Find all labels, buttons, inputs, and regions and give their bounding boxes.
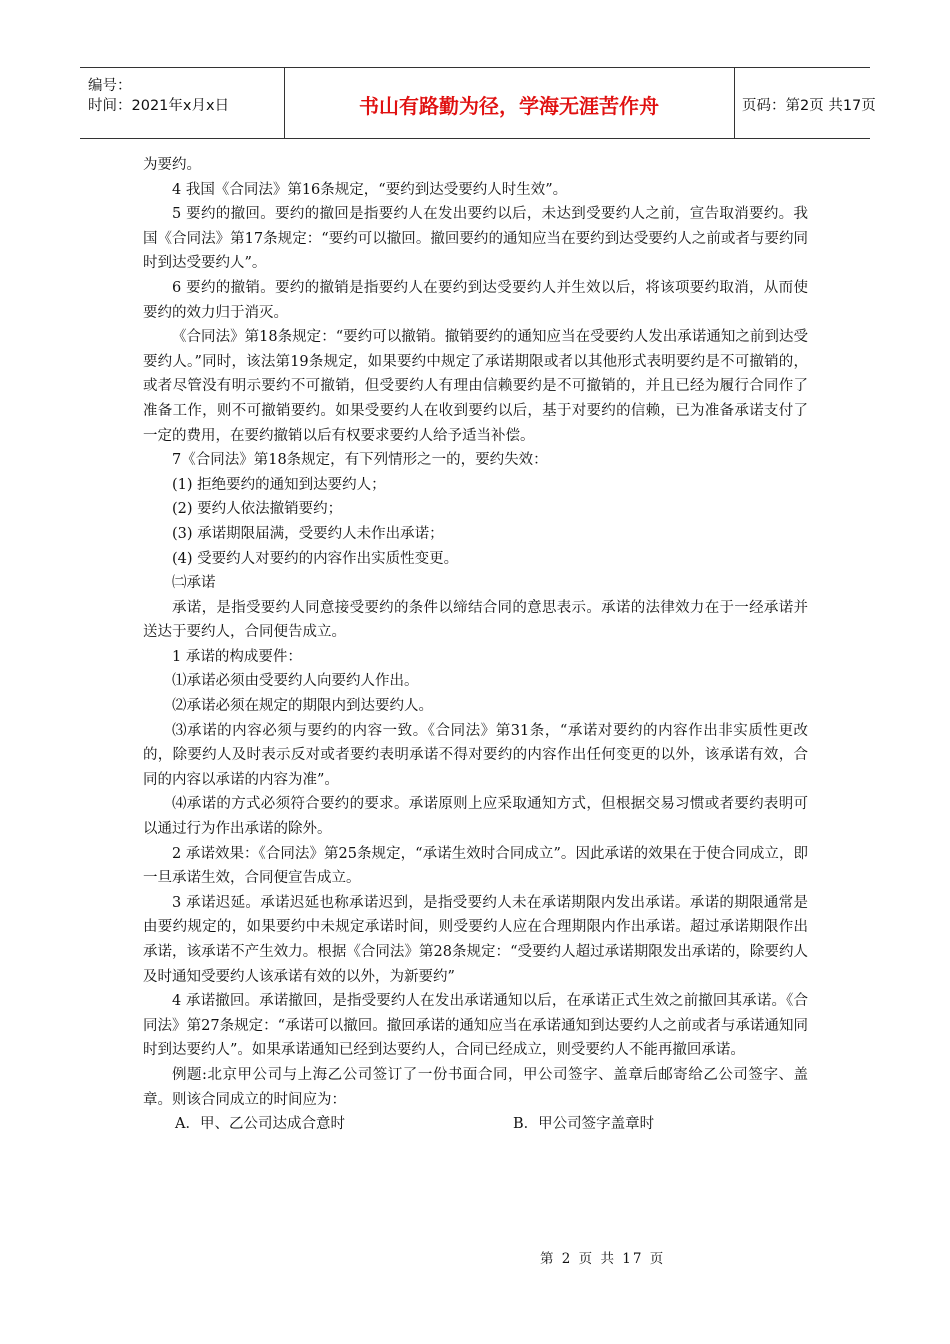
header-left-cell: [80, 68, 285, 138]
header-motto-cell: [284, 68, 735, 138]
paragraph: ⑵承诺必须在规定的期限内到达要约人。: [172, 698, 433, 715]
document-body: [143, 153, 808, 1137]
paragraph: 2 承诺效果：《合同法》第25条规定，“承诺生效时合同成立”。因此承诺的效果在于使合同成立，即一旦承诺生效，合同便宣告成立。: [143, 845, 808, 887]
paragraph: 4 我国《合同法》第16条规定，“要约到达受要约人时生效”。: [172, 181, 568, 198]
paragraph: ⑶承诺的内容必须与要约的内容一致。《合同法》第31条，“承诺对要约的内容作出非实质性更改的，除要约人及时表示反对或者要约表明承诺不得对要约的内容作出任何变更的以外，该承诺有效，合同的内容以承诺的内容为准”。: [143, 722, 808, 788]
paragraph: (4) 受要约人对要约的内容作出实质性变更。: [172, 550, 459, 567]
paragraph: (1) 拒绝要约的通知到达要约人；: [172, 476, 386, 493]
page-header: [80, 67, 876, 139]
paragraph: 5 要约的撤回。要约的撤回是指要约人在发出要约以后，未达到受要约人之前，宣告取消要约。我国《合同法》第17条规定：“要约可以撤回。撤回要约的通知应当在要约到达受要约人之前或者与要约同时到达受要约人”。: [143, 206, 808, 272]
paragraph: 1 承诺的构成要件：: [172, 648, 302, 665]
motto: 书山有路勤为径，学海无涯苦作舟: [359, 94, 659, 118]
paragraph: 3 承诺迟延。承诺迟延也称承诺迟到，是指受要约人未在承诺期限内发出承诺。承诺的期限通常是由要约规定的，如果要约中未规定承诺时间，则受要约人应在合理期限内作出承诺。超过承诺期限作出承诺，该承诺不产生效力。根据《合同法》第28条规定：“受要约人超过承诺期限发出承诺的，除要约人及时通知受要约人该承诺有效的以外，为新要约”: [143, 894, 808, 985]
paragraph: (3) 承诺期限届满，受要约人未作出承诺；: [172, 525, 444, 542]
number-label: 编号：: [88, 78, 132, 94]
paragraph: 7《合同法》第18条规定，有下列情形之一的，要约失效：: [172, 452, 548, 469]
option-a: A．甲、乙公司达成合意时: [175, 1116, 345, 1133]
time-label: 时间：2021年x月x日: [88, 98, 230, 114]
paragraph: ⑴承诺必须由受要约人向要约人作出。: [172, 673, 419, 690]
page-footer: 第 2 页 共 17 页: [540, 1251, 666, 1267]
paragraph: 例题:北京甲公司与上海乙公司签订了一份书面合同，甲公司签字、盖章后邮寄给乙公司签字、盖章。则该合同成立的时间应为：: [143, 1066, 808, 1108]
paragraph: 4 承诺撤回。承诺撤回，是指受要约人在发出承诺通知以后，在承诺正式生效之前撤回其承诺。《合同法》第27条规定：“承诺可以撤回。撤回承诺的通知应当在承诺通知到达要约人之前或者与承诺通知同时到达要约人”。如果承诺通知已经到达要约人，合同已经成立，则受要约人不能再撤回承诺。: [143, 993, 808, 1059]
page-label: 页码：第2页 共17页: [742, 98, 876, 114]
paragraph: 6 要约的撤销。要约的撤销是指要约人在要约到达受要约人并生效以后，将该项要约取消，从而使要约的效力归于消灭。: [143, 279, 808, 321]
answer-options: [143, 1112, 808, 1137]
paragraph: (2) 要约人依法撤销要约；: [172, 501, 343, 518]
option-b: B．甲公司签字盖章时: [513, 1116, 655, 1133]
paragraph: 《合同法》第18条规定：“要约可以撤销。撤销要约的通知应当在受要约人发出承诺通知之前到达受要约人。”同时，该法第19条规定，如果要约中规定了承诺期限或者以其他形式表明要约是不可撤销的，或者尽管没有明示要约不可撤销，但受要约人有理由信赖要约是不可撤销的，并且已经为履行合同作了准备工作，则不可撤销要约。如果受要约人在收到要约以后，基于对要约的信赖，已为准备承诺支付了一定的费用，在要约撤销以后有权要求要约人给予适当补偿。: [143, 329, 808, 444]
header-right-cell: [734, 68, 876, 138]
paragraph: ㈡承诺: [172, 575, 216, 592]
paragraph: 为要约。: [143, 157, 201, 173]
paragraph: ⑷承诺的方式必须符合要约的要求。承诺原则上应采取通知方式，但根据交易习惯或者要约表明可以通过行为作出承诺的除外。: [143, 796, 808, 838]
paragraph: 承诺，是指受要约人同意接受要约的条件以缔结合同的意思表示。承诺的法律效力在于一经承诺并送达于要约人，合同便告成立。: [143, 599, 808, 641]
